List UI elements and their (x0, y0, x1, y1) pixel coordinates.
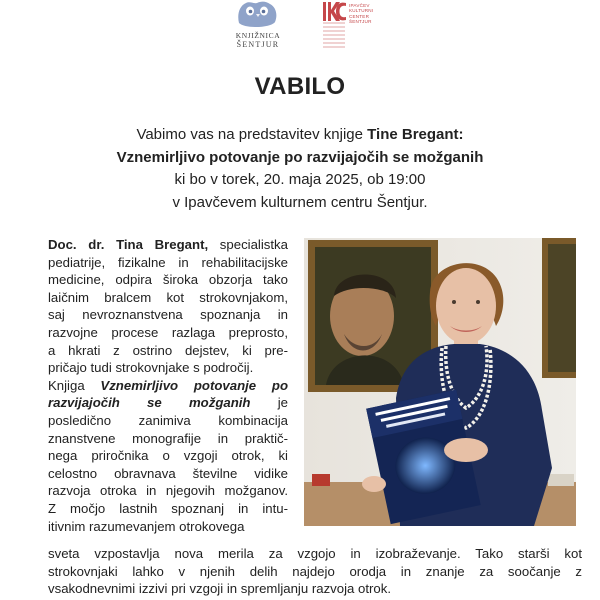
ikc-mark-icon (323, 2, 346, 21)
bio-line: saj nevroznanstvena spoznanja in (48, 307, 288, 323)
intro-book-title: Vznemirljivo potovanje po razvijajočih se možganih (116, 148, 484, 166)
intro-date: ki bo v torek, 20. maja 2025, ob 19:00 (174, 171, 426, 188)
bio-line: razvoja otroka in njegovih možganov. (48, 483, 288, 499)
invitation-intro (0, 124, 600, 214)
logo-decoration (323, 22, 345, 48)
knjiznica-sentjur-logo (228, 0, 288, 52)
bio-line: Doc. dr. Tina Bregant, specialistka (48, 237, 288, 252)
bio-line: znanstvene monografije in praktič- (48, 430, 288, 446)
page-title: VABILO (254, 73, 346, 100)
kc-logo-text: IPAVČEV KULTURNI CENTER ŠENTJUR (349, 3, 374, 25)
bio-line: Z močjo lastnih spoznanj in intu- (48, 500, 288, 516)
full-line: vsakodnevnimi izzivi pri vzgoji in spremljanju razvoja otrok. (48, 581, 392, 597)
full-line: strokovnjaki lahko v njenih delih najdejo orodja in znanje za soočanje z (48, 563, 582, 579)
author-bio (48, 236, 288, 535)
author-photo (304, 238, 576, 526)
intro-venue: v Ipavčevem kulturnem centru Šentjur. (172, 193, 428, 211)
bio-line: nega priročnika o vzgoji otrok, ki (48, 448, 288, 464)
bio-line: itivnim razumevanjem otrokovega (48, 518, 245, 534)
bio-line: medicine, odpira široka obzorja tako (48, 272, 288, 288)
author-photo-illustration (304, 238, 576, 526)
bio-line: razvojne procese razlaga preprosto, (48, 324, 288, 340)
logo-text-knjiznica: KNJIŽNICA (235, 31, 281, 40)
bio-line: celostno obravnava številne vidike (48, 465, 288, 481)
bio-line: pediatrije, fizikalne in rehabilitacijske (48, 254, 288, 270)
intro-line-1: Vabimo vas na predstavitev knjige Tine Bregant: (136, 126, 464, 143)
logo-text-sentjur: ŠENTJUR (236, 40, 280, 49)
bio-line: posledično zanimiva kombinacija (48, 412, 288, 428)
owl-logo-icon (233, 0, 283, 30)
bio-line: pričajo tudi strokovnjake s področij. (48, 360, 254, 376)
bio-book-line: razvijajočih se možganih je (48, 395, 288, 411)
bio-line: laičnim bralcem kot strokovnjakom, (48, 289, 288, 305)
bio-book-line: Knjiga Vznemirljivo potovanje po (48, 377, 289, 393)
bio-line: a hkrati z ostrino dejstev, ki pre- (48, 342, 288, 358)
bio-continuation (48, 545, 582, 598)
ipavcev-kulturni-center-logo (322, 2, 372, 50)
full-line: sveta vzpostavlja nova merila za vzgojo in izobraževanje. Tako starši kot (48, 546, 582, 561)
